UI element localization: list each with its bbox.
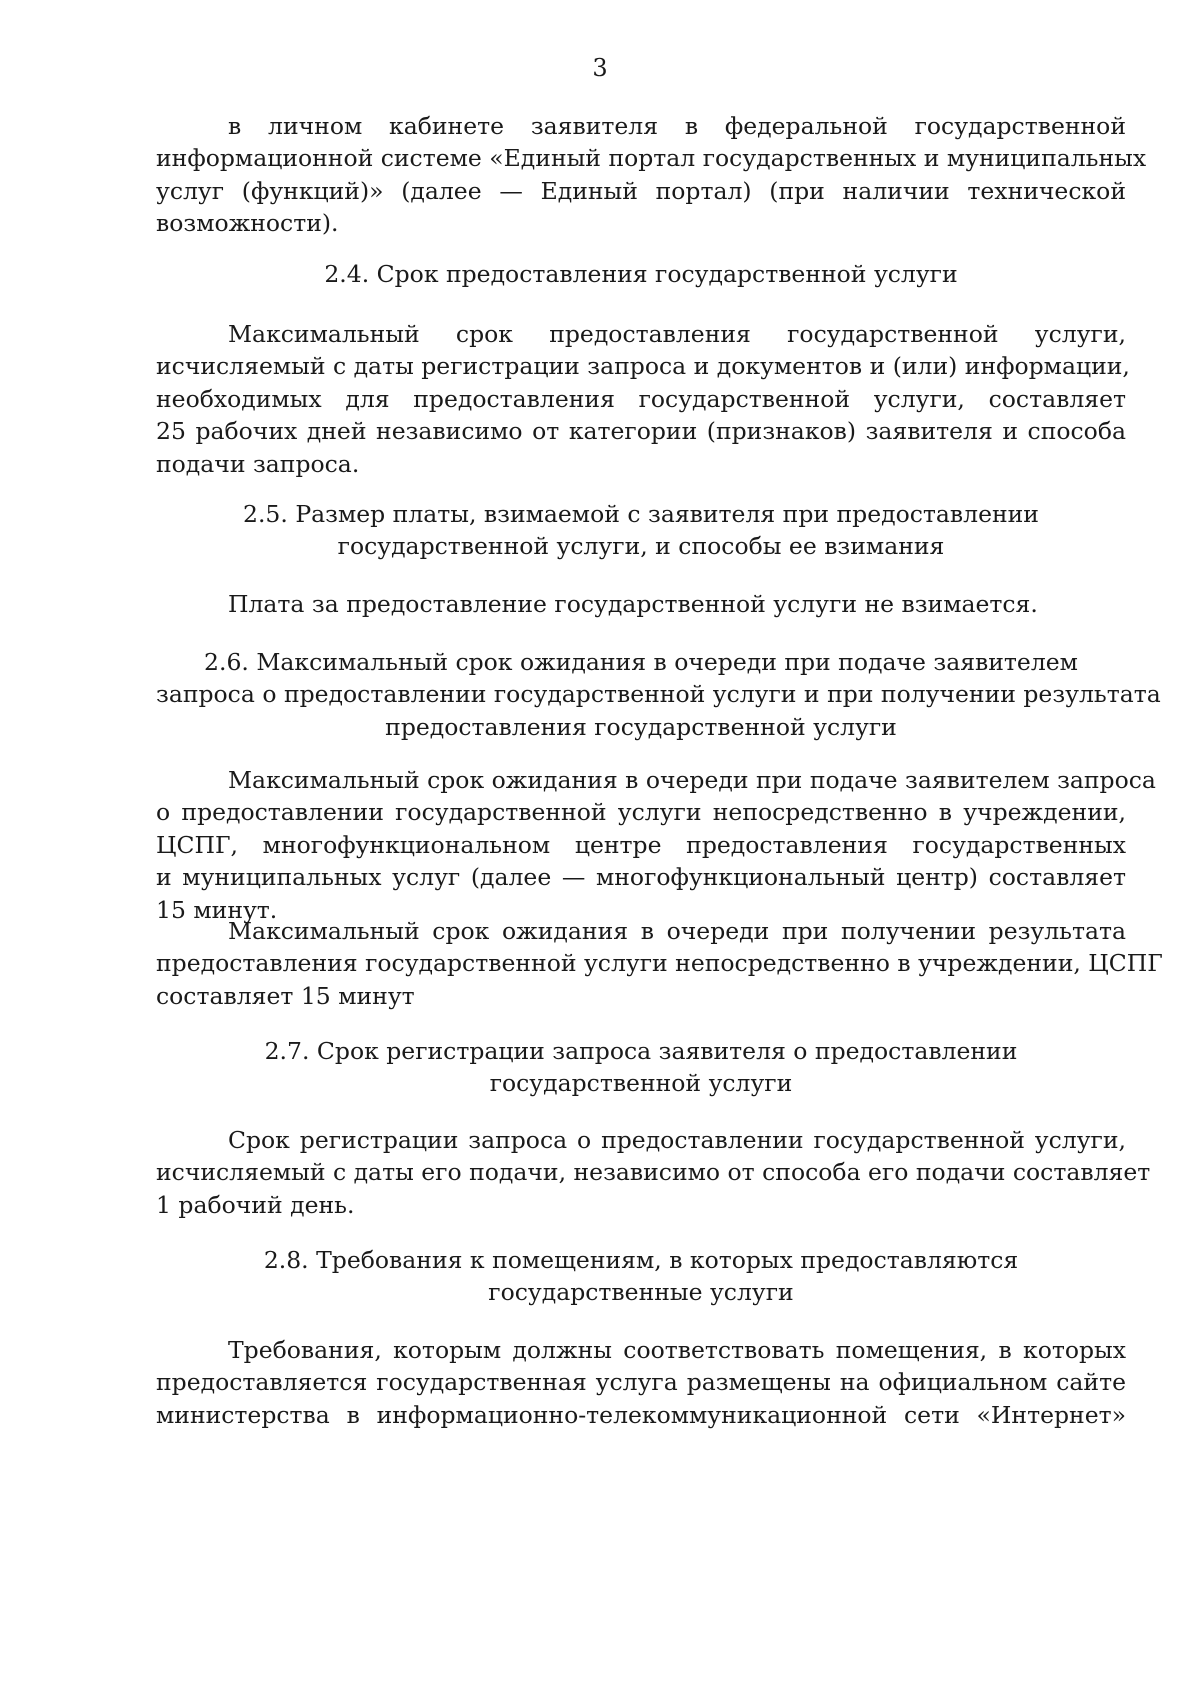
text-line: Максимальный срок ожидания в очереди при получении результата bbox=[228, 917, 1126, 945]
heading-line: государственной услуги bbox=[489, 1069, 793, 1098]
text-line: 1 рабочий день. bbox=[156, 1190, 355, 1219]
heading-line: 2.7. Срок регистрации запроса заявителя о предоставлении bbox=[264, 1037, 1018, 1065]
text-line: Плата за предоставление государственной услуги не взимается. bbox=[228, 590, 1038, 618]
text-line: в личном кабинете заявителя в федеральной государственной bbox=[228, 112, 1126, 140]
text-line: о предоставлении государственной услуги непосредственно в учреждении, bbox=[156, 798, 1126, 827]
text-line: возможности). bbox=[156, 209, 339, 238]
text-line: 15 минут. bbox=[156, 895, 278, 924]
heading-line: 2.5. Размер платы, взимаемой с заявителя при предоставлении bbox=[243, 500, 1039, 528]
section-heading-2-8 bbox=[156, 1244, 1126, 1309]
section-heading-2-6 bbox=[156, 646, 1161, 743]
heading-line: 2.6. Максимальный срок ожидания в очереди при подаче заявителем bbox=[204, 648, 1078, 676]
section-heading-2-5 bbox=[156, 498, 1126, 563]
text-line: 25 рабочих дней независимо от категории (признаков) заявителя и способа bbox=[156, 417, 1126, 446]
text-line: подачи запроса. bbox=[156, 449, 360, 478]
text-line: необходимых для предоставления государственной услуги, составляет bbox=[156, 384, 1126, 413]
heading-line: государственные услуги bbox=[488, 1278, 794, 1307]
heading-line: 2.8. Требования к помещениям, в которых предоставляются bbox=[263, 1246, 1019, 1274]
text-line: Максимальный срок ожидания в очереди при подаче заявителем запроса bbox=[228, 766, 1156, 794]
text-line: министерства в информационно-телекоммуникационной сети «Интернет» bbox=[156, 1400, 1126, 1429]
text-line: Требования, которым должны соответствовать помещения, в которых bbox=[228, 1336, 1126, 1364]
text-line: исчисляемый с даты регистрации запроса и документов и (или) информации, bbox=[156, 352, 1130, 381]
text-line: информационной системе «Единый портал государственных и муниципальных bbox=[156, 144, 1147, 173]
paragraph-2-4 bbox=[156, 318, 1130, 480]
text-line: составляет 15 минут bbox=[156, 981, 415, 1010]
paragraph-2-6-a bbox=[156, 764, 1156, 926]
heading-line: 2.4. Срок предоставления государственной услуги bbox=[324, 260, 958, 288]
text-line: предоставляется государственная услуга размещены на официальном сайте bbox=[156, 1368, 1126, 1397]
section-heading-2-7 bbox=[156, 1035, 1126, 1100]
paragraph-2-6-b bbox=[156, 915, 1163, 1012]
text-line: исчисляемый с даты его подачи, независимо от способа его подачи составляет bbox=[156, 1158, 1151, 1187]
paragraph-2-7 bbox=[156, 1124, 1151, 1221]
text-line: предоставления государственной услуги непосредственно в учреждении, ЦСПГ bbox=[156, 949, 1163, 978]
heading-line: предоставления государственной услуги bbox=[385, 712, 897, 741]
page-number: 3 bbox=[592, 54, 608, 82]
heading-line: запроса о предоставлении государственной услуги и при получении результата bbox=[156, 680, 1161, 709]
heading-line: государственной услуги, и способы ее взимания bbox=[337, 532, 945, 561]
paragraph-intro bbox=[156, 110, 1147, 240]
text-line: услуг (функций)» (далее — Единый портал) (при наличии технической bbox=[156, 176, 1126, 205]
paragraph-2-5 bbox=[156, 588, 1126, 620]
paragraph-2-8 bbox=[156, 1334, 1126, 1431]
section-heading-2-4 bbox=[156, 258, 1126, 290]
text-line: и муниципальных услуг (далее — многофункциональный центр) составляет bbox=[156, 863, 1126, 892]
text-line: Максимальный срок предоставления государственной услуги, bbox=[228, 320, 1126, 348]
text-line: ЦСПГ, многофункциональном центре предоставления государственных bbox=[156, 830, 1126, 859]
text-line: Срок регистрации запроса о предоставлении государственной услуги, bbox=[228, 1126, 1126, 1154]
